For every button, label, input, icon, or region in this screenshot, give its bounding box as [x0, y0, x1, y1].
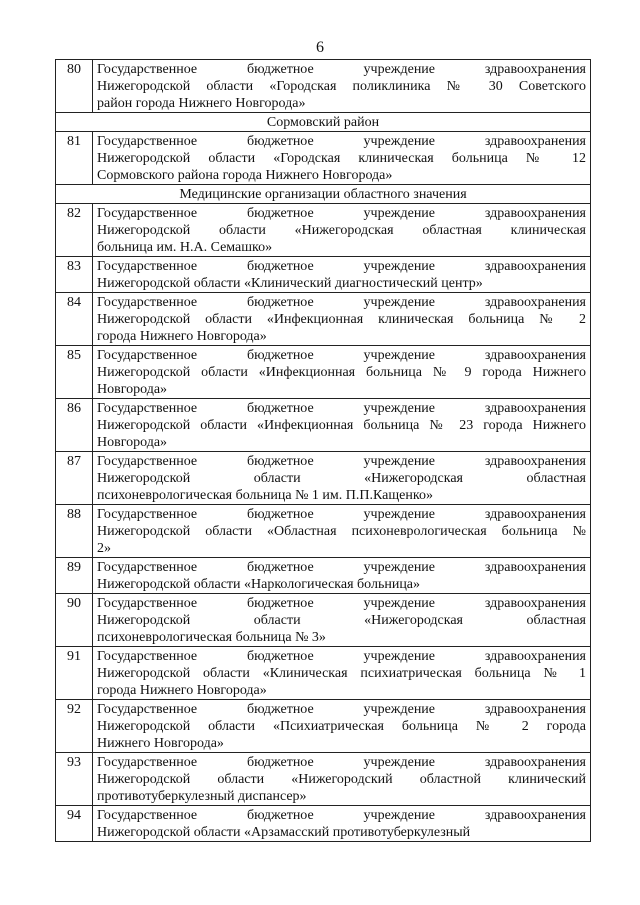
organization-name-line: Государственное бюджетное учреждение здравоохранения: [97, 454, 586, 469]
organization-name-line: психоневрологическая больница № 1 им. П.П.Кащенко»: [97, 488, 433, 503]
row-number: 94: [56, 806, 93, 842]
organization-name-line: Нижегородской области «Клинический диагностический центр»: [97, 276, 483, 291]
row-number: 92: [56, 700, 93, 753]
organization-name-line: Государственное бюджетное учреждение здравоохранения: [97, 295, 586, 310]
organization-name-line: Нижегородской области «Областная психоневрологическая больница №: [97, 524, 586, 539]
organization-name-line: психоневрологическая больница № 3»: [97, 630, 326, 645]
organization-name-line: больница им. Н.А. Семашко»: [97, 240, 273, 255]
organization-name-line: Государственное бюджетное учреждение здравоохранения: [97, 134, 586, 149]
section-title: Сормовский район: [56, 113, 591, 132]
table-row: [56, 257, 591, 293]
organization-name-line: Государственное бюджетное учреждение здравоохранения: [97, 507, 586, 522]
table-row: [56, 399, 591, 452]
organizations-table: [55, 59, 591, 842]
organization-name-line: Нижегородской области «Городская клиническая больница № 12: [97, 151, 586, 166]
organization-name: [93, 700, 591, 753]
row-number: 82: [56, 204, 93, 257]
organization-name-line: Государственное бюджетное учреждение здравоохранения: [97, 401, 586, 416]
organization-name-line: Нижегородской области «Нижегородская областная клиническая: [97, 223, 586, 238]
organization-name-line: Нижегородской области «Инфекционная больница № 23 города Нижнего: [97, 418, 586, 433]
organization-name-line: Сормовского района города Нижнего Новгорода»: [97, 168, 393, 183]
organization-name-line: 2»: [97, 541, 111, 556]
organization-name: [93, 452, 591, 505]
organization-name-line: Нижегородской области «Наркологическая больница»: [97, 577, 421, 592]
organization-name-line: Нижегородской области «Нижегородский областной клинический: [97, 772, 586, 787]
row-number: 84: [56, 293, 93, 346]
table-row: [56, 452, 591, 505]
row-number: 80: [56, 60, 93, 113]
table-row: [56, 60, 591, 113]
table-row: [56, 204, 591, 257]
table-row: [56, 132, 591, 185]
organization-name: [93, 346, 591, 399]
section-header-row: [56, 185, 591, 204]
organization-name: [93, 257, 591, 293]
row-number: 86: [56, 399, 93, 452]
organization-name: [93, 594, 591, 647]
organization-name-line: Государственное бюджетное учреждение здравоохранения: [97, 702, 586, 717]
table-row: [56, 647, 591, 700]
organization-name: [93, 505, 591, 558]
row-number: 87: [56, 452, 93, 505]
table-row: [56, 700, 591, 753]
organization-name-line: противотуберкулезный диспансер»: [97, 789, 307, 804]
table-row: [56, 293, 591, 346]
organization-name: [93, 399, 591, 452]
organization-name: [93, 558, 591, 594]
row-number: 89: [56, 558, 93, 594]
organization-name-line: Нижегородской области «Нижегородская областная: [97, 471, 586, 486]
organizations-table-body: [56, 60, 591, 842]
table-row: [56, 505, 591, 558]
table-row: [56, 346, 591, 399]
organization-name-line: Государственное бюджетное учреждение здравоохранения: [97, 649, 586, 664]
organization-name-line: Нижегородской области «Инфекционная клиническая больница № 2: [97, 312, 586, 327]
organization-name-line: Нижегородской области «Инфекционная больница № 9 города Нижнего: [97, 365, 586, 380]
table-row: [56, 594, 591, 647]
organization-name: [93, 753, 591, 806]
organization-name-line: Нижегородской области «Городская поликлиника № 30 Советского: [97, 79, 586, 94]
row-number: 90: [56, 594, 93, 647]
organization-name: [93, 132, 591, 185]
organization-name: [93, 806, 591, 842]
organization-name-line: Новгорода»: [97, 435, 168, 450]
organization-name-line: Нижнего Новгорода»: [97, 736, 224, 751]
organization-name-line: города Нижнего Новгорода»: [97, 683, 267, 698]
section-header-row: [56, 113, 591, 132]
organization-name: [93, 647, 591, 700]
organization-name-line: Государственное бюджетное учреждение здравоохранения: [97, 596, 586, 611]
organization-name-line: Государственное бюджетное учреждение здравоохранения: [97, 259, 586, 274]
table-row: [56, 753, 591, 806]
organization-name-line: район города Нижнего Новгорода»: [97, 96, 306, 111]
table-row: [56, 806, 591, 842]
organization-name-line: Государственное бюджетное учреждение здравоохранения: [97, 560, 586, 575]
row-number: 91: [56, 647, 93, 700]
organization-name-line: Новгорода»: [97, 382, 168, 397]
organization-name-line: Нижегородской области «Нижегородская областная: [97, 613, 586, 628]
section-title: Медицинские организации областного значения: [56, 185, 591, 204]
organization-name-line: города Нижнего Новгорода»: [97, 329, 267, 344]
page-number: 6: [316, 39, 324, 56]
organization-name: [93, 60, 591, 113]
row-number: 81: [56, 132, 93, 185]
organization-name-line: Нижегородской области «Клиническая психиатрическая больница № 1: [97, 666, 586, 681]
organization-name-line: Государственное бюджетное учреждение здравоохранения: [97, 62, 586, 77]
row-number: 88: [56, 505, 93, 558]
organization-name-line: Государственное бюджетное учреждение здравоохранения: [97, 808, 586, 823]
row-number: 93: [56, 753, 93, 806]
organization-name-line: Государственное бюджетное учреждение здравоохранения: [97, 206, 586, 221]
organization-name-line: Нижегородской области «Арзамасский противотуберкулезный: [97, 825, 471, 840]
table-row: [56, 558, 591, 594]
organization-name: [93, 204, 591, 257]
organization-name-line: Государственное бюджетное учреждение здравоохранения: [97, 348, 586, 363]
organization-name: [93, 293, 591, 346]
row-number: 83: [56, 257, 93, 293]
organization-name-line: Государственное бюджетное учреждение здравоохранения: [97, 755, 586, 770]
row-number: 85: [56, 346, 93, 399]
organization-name-line: Нижегородской области «Психиатрическая больница № 2 города: [97, 719, 586, 734]
